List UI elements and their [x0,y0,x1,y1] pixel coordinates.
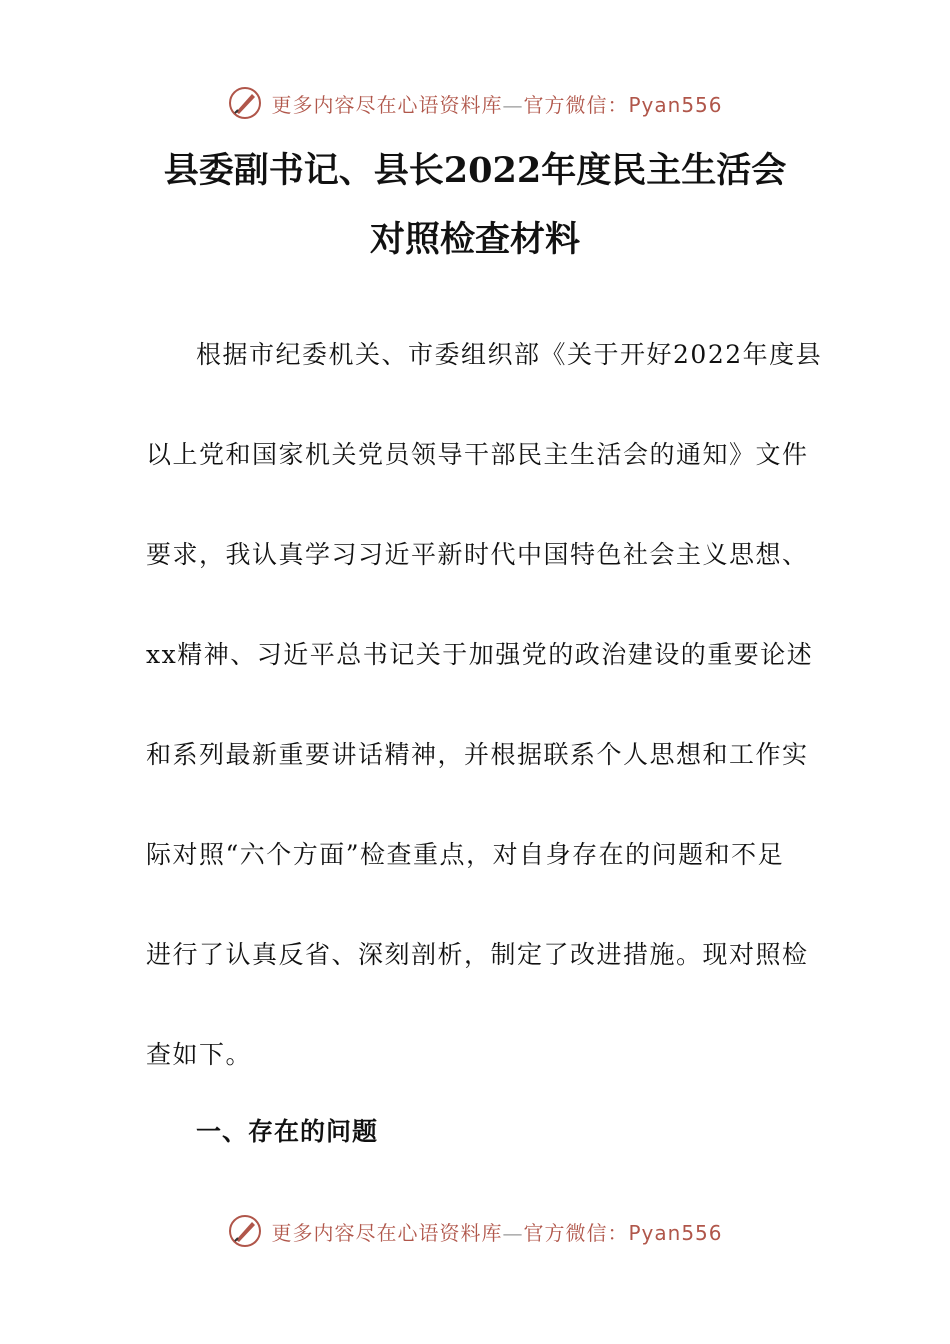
body-line: 查如下。 [146,1040,253,1069]
body-line: 和系列最新重要讲话精神，并根据联系个人思想和工作实 [146,740,809,769]
body-line: 际对照“六个方面”检查重点，对自身存在的问题和不足 [146,840,785,869]
document-title-line-2: 对照检查材料 [369,219,580,260]
document-title-line-1: 县委副书记、县长2022年度民主生活会 [163,150,787,191]
body-line: xx精神、习近平总书记关于加强党的政治建设的重要论述 [146,640,814,669]
header-watermark [0,83,950,123]
section-heading: 一、存在的问题 [196,1117,379,1146]
quill-logo-icon [227,1213,263,1249]
body-line: 进行了认真反省、深刻剖析，制定了改进措施。现对照检 [146,940,809,969]
quill-logo-icon [227,85,263,121]
footer-watermark [0,1211,950,1251]
watermark-text: 更多内容尽在心语资料库—官方微信：Pyan556 [271,1220,723,1245]
body-line: 以上党和国家机关党员领导干部民主生活会的通知》文件 [146,440,809,469]
body-line: 要求，我认真学习习近平新时代中国特色社会主义思想、 [146,540,809,569]
watermark-text: 更多内容尽在心语资料库—官方微信：Pyan556 [271,92,723,117]
body-line: 根据市纪委机关、市委组织部《关于开好2022年度县 [196,340,823,369]
